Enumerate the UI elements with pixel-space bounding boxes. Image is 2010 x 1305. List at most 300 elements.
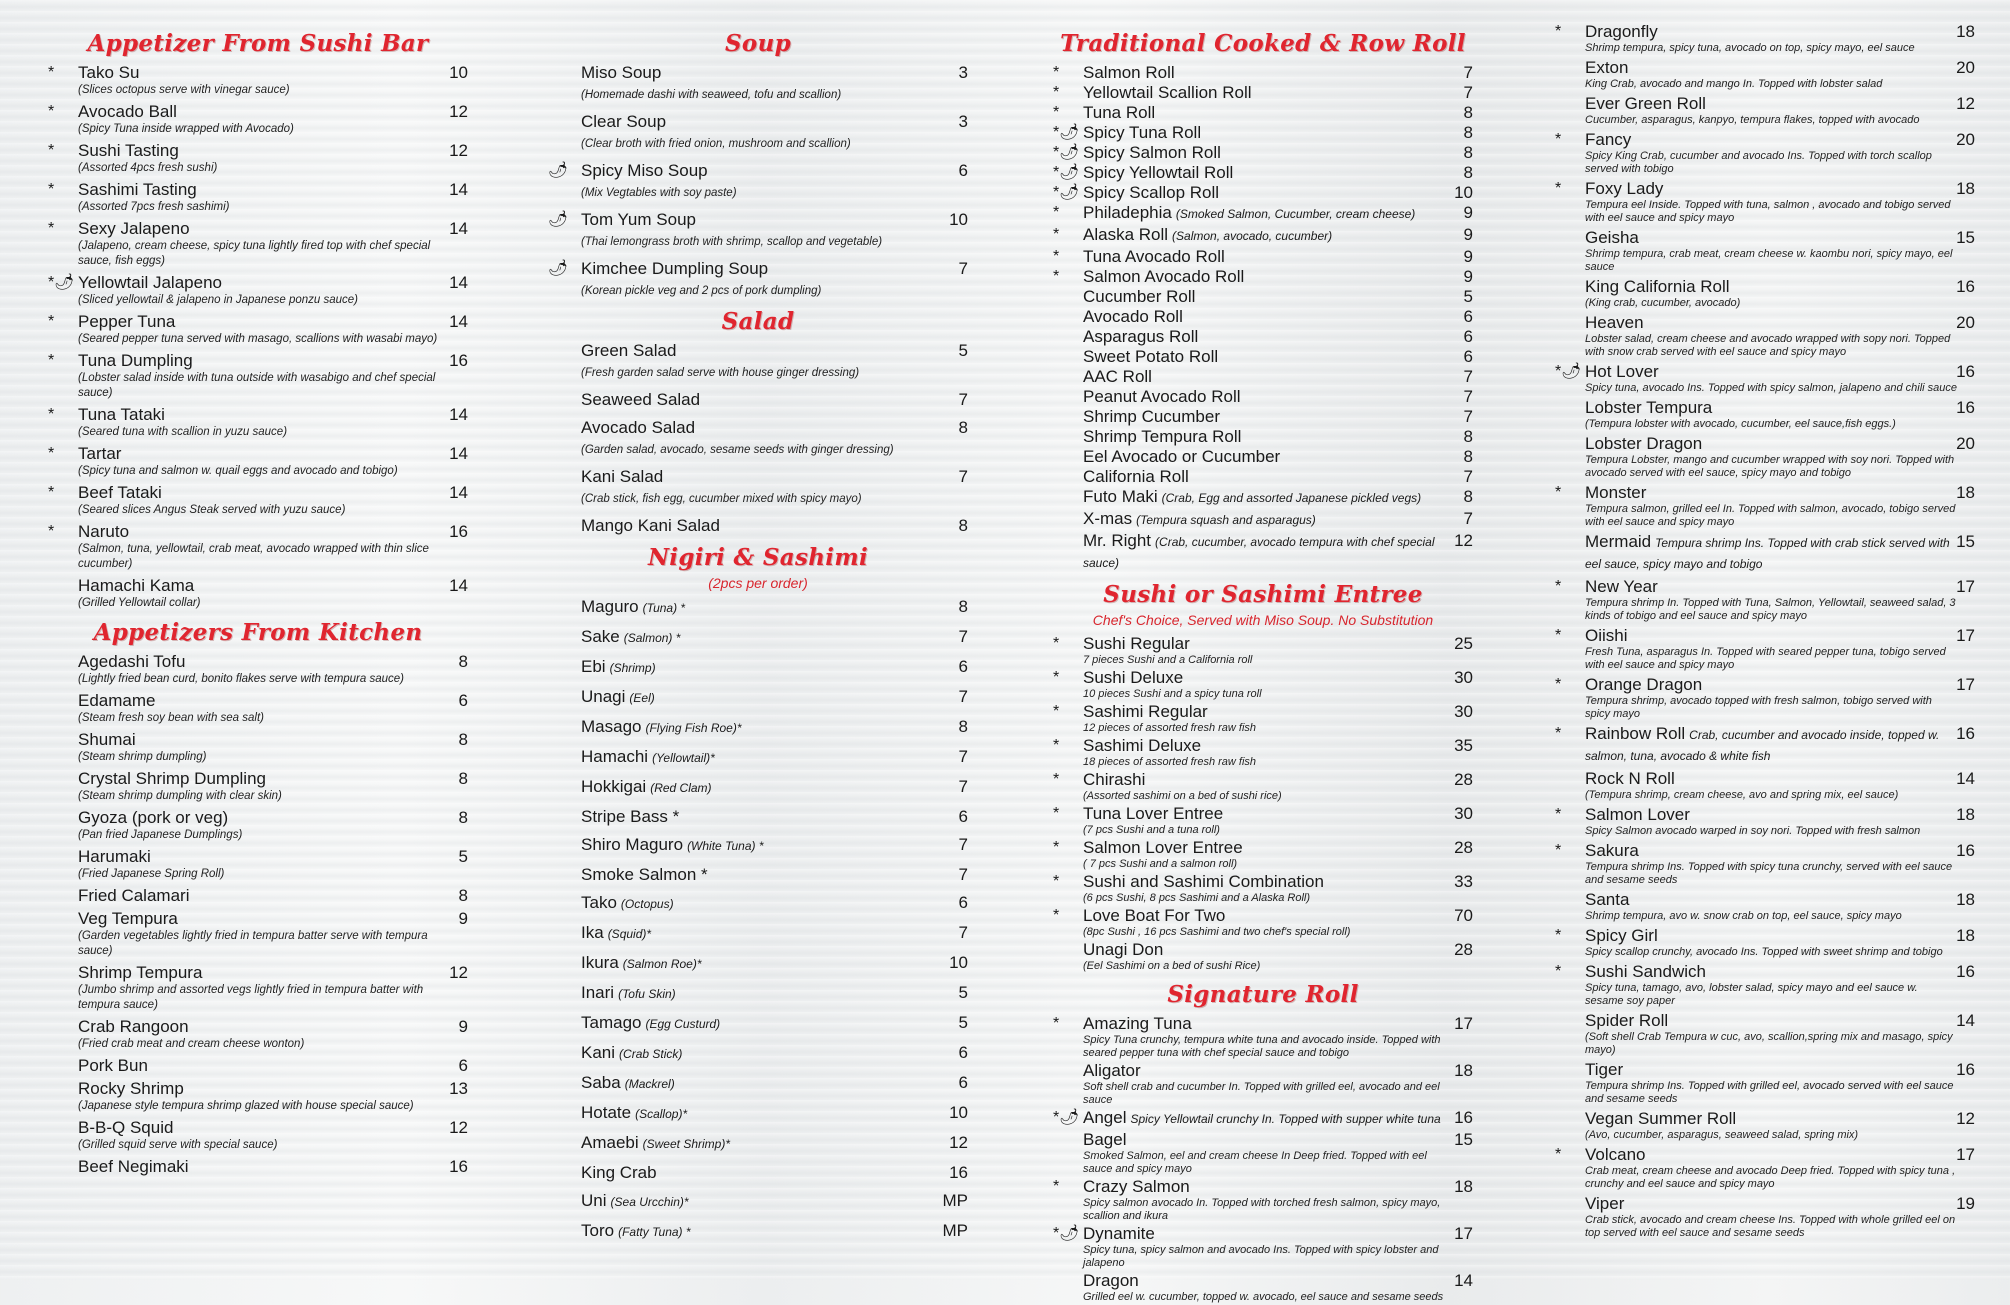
menu-item-row: [1083, 1014, 1473, 1033]
marker-icon: *: [1555, 23, 1562, 40]
menu-item-row: [1585, 1060, 1975, 1079]
menu-item: [548, 1043, 968, 1064]
menu-item: [1053, 387, 1473, 406]
menu-item-row: [78, 351, 468, 370]
item-name-text: Beef Tataki: [78, 483, 162, 502]
menu-column-1: [48, 22, 468, 1180]
menu-item-row: [1083, 770, 1473, 789]
menu-item: [1053, 1061, 1473, 1107]
item-description: Tempura shrimp Ins. Topped with grilled eel, avocado served with eel sauce and sesame seeds: [1585, 1080, 1954, 1105]
item-price: 10: [949, 953, 968, 972]
item-price: 6: [458, 1056, 468, 1075]
item-price: 7: [1463, 387, 1473, 406]
item-name: [581, 747, 715, 768]
item-name: [581, 516, 720, 535]
menu-item: [548, 63, 968, 103]
item-name: [1585, 130, 1631, 149]
marker-icon: *: [1555, 578, 1562, 595]
item-name: [1585, 724, 1951, 766]
item-name: [1083, 872, 1324, 891]
item-note: (Crab, cucumber, avocado tempura with chef special sauce): [1083, 535, 1435, 570]
menu-column-4: [1555, 22, 1975, 1243]
menu-item: [1555, 841, 1975, 887]
item-name-text: Agedashi Tofu: [78, 652, 186, 671]
section-title: Appetizers From Kitchen: [93, 619, 423, 646]
item-price: 9: [458, 1017, 468, 1036]
item-price: 16: [1956, 724, 1975, 743]
item-price: 7: [958, 923, 968, 942]
item-price: 18: [1956, 483, 1975, 502]
item-price: 15: [1956, 532, 1975, 551]
menu-item-row: [1585, 483, 1975, 502]
item-description: Spicy tuna, tamago, avo, lobster salad, spicy mayo and eel sauce w. sesame soy paper: [1585, 982, 1918, 1007]
item-price: 12: [449, 102, 468, 121]
item-price: 6: [958, 807, 968, 826]
item-price: 7: [958, 390, 968, 409]
menu-item-row: [1585, 313, 1975, 332]
item-note: (Mackrel): [624, 1077, 675, 1091]
item-name-text: Tiger: [1585, 1060, 1624, 1079]
item-name-text: Hokkigai: [581, 777, 647, 796]
item-description: 10 pieces Sushi and a spicy tuna roll: [1083, 688, 1262, 700]
menu-item: [548, 835, 968, 856]
item-name-text: Chirashi: [1083, 770, 1146, 789]
item-description: (Salmon, tuna, yellowtail, crab meat, avocado wrapped with thin slice cucumber): [78, 543, 429, 570]
menu-item: [1555, 1145, 1975, 1191]
item-price: 14: [449, 273, 468, 292]
item-name-text: Sweet Potato Roll: [1083, 347, 1219, 366]
marker-icon: *: [1053, 805, 1060, 822]
menu-item: [1555, 277, 1975, 310]
marker-icon: *: [1053, 669, 1060, 686]
marker-icon: *: [1053, 204, 1060, 221]
item-note: (Yellowtail)*: [652, 751, 715, 765]
menu-item: [548, 747, 968, 768]
item-name-text: Yellowtail Scallion Roll: [1083, 83, 1252, 102]
item-description: Tempura shrimp, avocado topped with fresh salmon, tobigo served with spicy mayo: [1585, 695, 1932, 720]
menu-item: [1555, 179, 1975, 225]
item-name: [78, 444, 121, 463]
item-price: 14: [1956, 769, 1975, 788]
item-name-text: Crazy Salmon: [1083, 1177, 1190, 1196]
item-name: [1585, 890, 1629, 909]
item-price: 8: [458, 652, 468, 671]
item-name: [78, 63, 139, 82]
item-name: [1585, 483, 1646, 502]
marker-icon: *: [48, 445, 55, 462]
item-name-text: Clear Soup: [581, 112, 667, 131]
item-name: [581, 983, 676, 1004]
marker-icon: *🌶: [48, 274, 75, 291]
item-name: [581, 112, 666, 131]
item-name-text: Spicy Girl: [1585, 926, 1658, 945]
menu-item-row: [78, 1079, 468, 1098]
item-description: (Fried Japanese Spring Roll): [78, 868, 225, 880]
menu-item-row: [78, 1157, 468, 1176]
menu-item: [1053, 1130, 1473, 1176]
item-price: 7: [1463, 467, 1473, 486]
item-name-text: Hamachi Kama: [78, 576, 195, 595]
item-name: [581, 923, 651, 944]
menu-item-row: [1083, 427, 1473, 446]
marker-icon: *: [48, 103, 55, 120]
item-name: [1585, 434, 1702, 453]
menu-item-row: [1083, 163, 1473, 182]
menu-item: [48, 730, 468, 765]
menu-item: [1053, 163, 1473, 182]
menu-item: [48, 63, 468, 98]
item-name-text: Rocky Shrimp: [78, 1079, 184, 1098]
item-description: (Grilled squid serve with special sauce): [78, 1139, 278, 1151]
item-name-text: Pepper Tuna: [78, 312, 176, 331]
item-name-text: Beef Negimaki: [78, 1157, 189, 1176]
menu-item-row: [1083, 1061, 1473, 1080]
item-price: 9: [1463, 225, 1473, 244]
menu-item-row: [1083, 367, 1473, 386]
item-price: 5: [958, 341, 968, 360]
item-name-text: Geisha: [1585, 228, 1639, 247]
menu-item-row: [1083, 123, 1473, 142]
item-name-text: Kani Salad: [581, 467, 664, 486]
menu-item-row: [1585, 1109, 1975, 1128]
menu-item: [548, 893, 968, 914]
item-name: [78, 405, 165, 424]
menu-item: [548, 1013, 968, 1034]
item-name-text: Miso Soup: [581, 63, 662, 82]
item-note: (Salmon, avocado, cucumber): [1172, 229, 1333, 243]
menu-item: [48, 351, 468, 401]
menu-item: [548, 1221, 968, 1242]
item-price: 8: [1463, 427, 1473, 446]
item-name: [581, 341, 676, 360]
item-description: Tempura Lobster, mango and cucumber wrapped with soy nori. Topped with avocado served with eel sauce, spicy mayo and tobigo: [1585, 454, 1955, 479]
menu-item: [48, 1017, 468, 1052]
marker-icon: 🌶: [548, 211, 569, 228]
item-price: 9: [1463, 203, 1473, 222]
marker-icon: *🌶: [1555, 363, 1582, 380]
menu-item-row: [581, 1163, 968, 1182]
item-price: 16: [1454, 1108, 1473, 1127]
menu-item: [548, 717, 968, 738]
item-name-text: Asparagus Roll: [1083, 327, 1199, 346]
item-name: [78, 312, 175, 331]
item-price: 7: [958, 835, 968, 854]
menu-item: [1053, 770, 1473, 803]
item-price: 16: [449, 351, 468, 370]
section-subtitle: Chef's Choice, Served with Miso Soup. No Substitution: [1092, 612, 1434, 628]
menu-item-row: [1083, 327, 1473, 346]
menu-item: [48, 522, 468, 572]
marker-icon: *: [48, 352, 55, 369]
item-name-text: Unagi Don: [1083, 940, 1164, 959]
menu-item: [48, 483, 468, 518]
item-name: [1083, 307, 1183, 326]
menu-item-row: [1083, 387, 1473, 406]
item-description: (Assorted 7pcs fresh sashimi): [78, 201, 230, 213]
item-price: 14: [449, 405, 468, 424]
item-name-text: Futo Maki: [1083, 487, 1158, 506]
menu-item: [1053, 1014, 1473, 1060]
menu-item: [1053, 183, 1473, 202]
item-name-text: Mermaid: [1585, 532, 1652, 551]
menu-item: [1053, 103, 1473, 122]
menu-item: [1053, 123, 1473, 142]
menu-item-row: [1083, 103, 1473, 122]
menu-item: [548, 983, 968, 1004]
item-description: Spicy scallop crunchy, avocado Ins. Topped with sweet shrimp and tobigo: [1585, 946, 1943, 958]
item-name-text: Maguro: [581, 597, 639, 616]
menu-item-row: [1585, 22, 1975, 41]
item-name: [1083, 940, 1163, 959]
menu-item: [548, 1103, 968, 1124]
item-price: 16: [949, 1163, 968, 1182]
marker-icon: *🌶: [1053, 1225, 1080, 1242]
item-name-text: Lobster Dragon: [1585, 434, 1703, 453]
item-price: 17: [1454, 1224, 1473, 1243]
item-name-text: Lobster Tempura: [1585, 398, 1713, 417]
marker-icon: *: [1053, 873, 1060, 890]
menu-item: [1555, 724, 1975, 766]
item-name-text: Sushi Sandwich: [1585, 962, 1706, 981]
item-name: [1083, 702, 1208, 721]
item-price: 7: [958, 467, 968, 486]
menu-item-row: [1585, 434, 1975, 453]
item-description: (Lightly fried bean curd, bonito flakes serve with tempura sauce): [78, 673, 404, 685]
item-name-text: Crystal Shrimp Dumpling: [78, 769, 266, 788]
item-name-text: Rock N Roll: [1585, 769, 1675, 788]
menu-item: [1053, 634, 1473, 667]
item-name-text: Salmon Roll: [1083, 63, 1175, 82]
item-name-text: New Year: [1585, 577, 1658, 596]
item-price: 30: [1454, 804, 1473, 823]
item-price: 16: [1956, 362, 1975, 381]
menu-item-row: [1083, 183, 1473, 202]
item-name: [78, 351, 193, 370]
item-name-text: Veg Tempura: [78, 909, 178, 928]
item-name: [1083, 487, 1421, 508]
item-name: [1083, 668, 1183, 687]
menu-item: [548, 161, 968, 201]
menu-item-row: [1083, 447, 1473, 466]
item-name: [1585, 769, 1675, 788]
menu-item: [1555, 1194, 1975, 1240]
item-name-text: Orange Dragon: [1585, 675, 1703, 694]
item-name-text: Volcano: [1585, 1145, 1646, 1164]
item-name-text: Sushi Deluxe: [1083, 668, 1184, 687]
item-name: [1585, 805, 1690, 824]
item-name: [78, 1017, 189, 1036]
item-name: [1585, 1060, 1623, 1079]
menu-item-row: [1585, 398, 1975, 417]
item-price: 10: [449, 63, 468, 82]
item-name: [1083, 163, 1233, 182]
menu-item-row: [78, 273, 468, 292]
item-name-text: Santa: [1585, 890, 1630, 909]
item-note: (Crab, Egg and assorted Japanese pickled vegs): [1161, 491, 1422, 505]
menu-item: [48, 1056, 468, 1075]
item-name: [78, 1118, 173, 1137]
item-name-text: Naruto: [78, 522, 130, 541]
menu-item: [1053, 63, 1473, 82]
item-price: 7: [1463, 367, 1473, 386]
menu-item-row: [78, 652, 468, 671]
menu-item: [48, 691, 468, 726]
section-title: Nigiri & Sashimi: [647, 544, 868, 571]
item-description: Crab stick, avocado and cream cheese Ins. Topped with whole grilled eel on top served with eel sauce and sesame seeds: [1585, 1214, 1956, 1239]
item-description: (Clear broth with fried onion, mushroom and scallion): [581, 138, 851, 150]
item-price: 3: [958, 63, 968, 82]
menu-item: [1555, 1011, 1975, 1057]
item-description: 7 pieces Sushi and a California roll: [1083, 654, 1253, 666]
item-price: 8: [458, 730, 468, 749]
item-description: (Homemade dashi with seaweed, tofu and scallion): [581, 89, 842, 101]
section-subtitle: (2pcs per order): [708, 575, 808, 591]
item-price: 35: [1454, 736, 1473, 755]
item-name: [1083, 770, 1145, 789]
item-name: [1083, 247, 1225, 266]
item-name-text: Monster: [1585, 483, 1647, 502]
item-name-text: Sexy Jalapeno: [78, 219, 190, 238]
item-name: [78, 1157, 189, 1176]
menu-item: [1555, 890, 1975, 923]
menu-item: [1555, 22, 1975, 55]
item-name: [78, 963, 202, 982]
menu-item-row: [1083, 307, 1473, 326]
menu-item-row: [1083, 83, 1473, 102]
item-name-text: Shiro Maguro: [581, 835, 684, 854]
menu-item: [1555, 434, 1975, 480]
item-note: (Tuna) *: [642, 601, 686, 615]
item-price: 10: [949, 1103, 968, 1122]
item-description: (Seared tuna with scallion in yuzu sauce): [78, 426, 288, 438]
item-name: [1083, 804, 1223, 823]
item-price: 9: [1463, 247, 1473, 266]
item-price: 8: [458, 886, 468, 905]
menu-item-row: [581, 923, 968, 944]
item-name: [78, 102, 177, 121]
item-price: 12: [449, 963, 468, 982]
item-name-text: B-B-Q Squid: [78, 1118, 174, 1137]
menu-item-row: [78, 141, 468, 160]
menu-item-row: [581, 210, 968, 229]
menu-item: [548, 687, 968, 708]
menu-item-row: [1585, 926, 1975, 945]
item-name-text: Peanut Avocado Roll: [1083, 387, 1241, 406]
item-note: (Octopus): [620, 897, 674, 911]
menu-item-row: [1585, 228, 1975, 247]
menu-item: [48, 1157, 468, 1176]
item-name: [581, 259, 768, 278]
item-note: (Smoked Salmon, Cucumber, cream cheese): [1175, 207, 1416, 221]
item-description: King Crab, avocado and mango In. Topped with lobster salad: [1585, 78, 1883, 90]
section-title: Salad: [721, 308, 795, 335]
menu-item: [1053, 1108, 1473, 1129]
menu-item: [48, 180, 468, 215]
item-price: 33: [1454, 872, 1473, 891]
menu-item-row: [1083, 1271, 1473, 1290]
item-name: [1585, 1194, 1624, 1213]
marker-icon: *: [1555, 806, 1562, 823]
menu-column-3: [1053, 22, 1473, 1305]
marker-icon: *: [1053, 771, 1060, 788]
marker-icon: *: [48, 484, 55, 501]
menu-item-row: [581, 161, 968, 180]
item-price: 14: [449, 312, 468, 331]
item-price: 28: [1454, 770, 1473, 789]
item-note: (Sea Urcchin)*: [610, 1195, 689, 1209]
item-price: 6: [958, 893, 968, 912]
item-description: Shrimp tempura, crab meat, cream cheese w. kaombu nori, spicy mayo, eel sauce: [1585, 248, 1953, 273]
item-name: [1083, 1108, 1441, 1129]
menu-item: [48, 312, 468, 347]
item-description: Shrimp tempura, avo w. snow crab on top, eel sauce, spicy mayo: [1585, 910, 1902, 922]
item-description: (Fresh garden salad serve with house ginger dressing): [581, 367, 860, 379]
menu-item: [1555, 130, 1975, 176]
item-name: [581, 63, 661, 82]
menu-item: [1053, 940, 1473, 973]
menu-item-row: [581, 893, 968, 914]
item-name: [1083, 143, 1221, 162]
menu-item: [1053, 347, 1473, 366]
menu-item: [1053, 467, 1473, 486]
item-name-text: Saba: [581, 1073, 621, 1092]
menu-item: [48, 963, 468, 1013]
item-name-text: Kimchee Dumpling Soup: [581, 259, 769, 278]
item-name: [1585, 313, 1644, 332]
menu-item-row: [1083, 940, 1473, 959]
item-name-text: Sushi Tasting: [78, 141, 179, 160]
menu-item-row: [78, 102, 468, 121]
item-description: (Pan fried Japanese Dumplings): [78, 829, 243, 841]
menu-item-row: [1585, 626, 1975, 645]
item-name-text: Edamame: [78, 691, 156, 710]
menu-item: [1053, 736, 1473, 769]
item-name-text: Yellowtail Jalapeno: [78, 273, 222, 292]
menu-column-2: [548, 22, 968, 1251]
section-title: Soup: [725, 30, 791, 57]
item-price: 6: [1463, 347, 1473, 366]
menu-item-row: [581, 865, 968, 884]
item-price: 3: [958, 112, 968, 131]
item-name: [581, 418, 695, 437]
item-name-text: Amaebi: [581, 1133, 639, 1152]
item-name: [1083, 123, 1201, 142]
menu-item-row: [581, 597, 968, 618]
menu-item-row: [78, 219, 468, 238]
item-name: [581, 1191, 689, 1212]
item-description: (Soft shell Crab Tempura w cuc, avo, scallion,spring mix and masago, spicy mayo): [1585, 1031, 1953, 1056]
menu-item: [1555, 532, 1975, 574]
menu-item-row: [581, 777, 968, 798]
menu-item-row: [1083, 287, 1473, 306]
item-name-text: Salmon Avocado Roll: [1083, 267, 1245, 286]
item-name: [78, 847, 151, 866]
item-price: 5: [958, 1013, 968, 1032]
item-price: 6: [1463, 327, 1473, 346]
item-name-text: Hamachi: [581, 747, 649, 766]
item-name-text: Ever Green Roll: [1585, 94, 1706, 113]
item-price: 8: [1463, 487, 1473, 506]
item-name: [1083, 327, 1198, 346]
menu-item: [548, 1163, 968, 1182]
item-price: 8: [958, 597, 968, 616]
item-name: [1585, 577, 1658, 596]
menu-item-row: [1083, 906, 1473, 925]
item-name-text: Masago: [581, 717, 642, 736]
item-price: 12: [949, 1133, 968, 1152]
item-name-text: Spicy Tuna Roll: [1083, 123, 1202, 142]
marker-icon: *🌶: [1053, 124, 1080, 141]
